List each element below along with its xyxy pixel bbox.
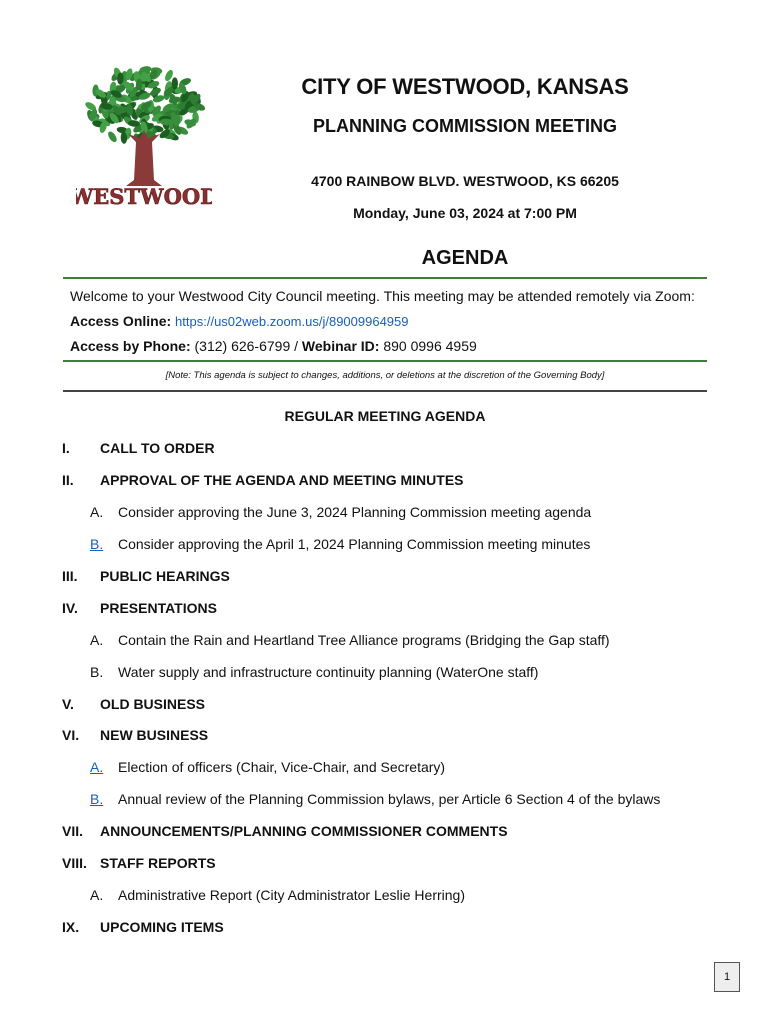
divider-bottom xyxy=(63,390,707,392)
agenda-item-number: II. xyxy=(62,472,74,488)
logo-wordmark: WESTWOOD xyxy=(76,184,212,209)
agenda-item-number: IV. xyxy=(62,600,78,616)
agenda-note: [Note: This agenda is subject to changes, additions, or deletions at the discretion of the Governing Body] xyxy=(165,370,605,381)
webinar-id: 890 0996 4959 xyxy=(383,338,477,354)
agenda-item-title: UPCOMING ITEMS xyxy=(100,919,224,935)
agenda-subitem-link[interactable]: B. xyxy=(90,536,104,552)
agenda-subitem-label: B. xyxy=(90,664,104,680)
agenda-item-title: APPROVAL OF THE AGENDA AND MEETING MINUTES xyxy=(100,472,464,488)
phone-number: (312) 626-6799 / xyxy=(194,338,299,354)
agenda-subitem-link[interactable]: B. xyxy=(90,791,104,807)
city-title: CITY OF WESTWOOD, KANSAS xyxy=(301,74,629,99)
agenda-subitem-text: Water supply and infrastructure continuity planning (WaterOne staff) xyxy=(118,664,539,680)
access-online-label: Access Online: xyxy=(70,313,172,329)
agenda-subitem-label: A. xyxy=(90,504,104,520)
webinar-id-label: Webinar ID: xyxy=(301,338,380,354)
agenda-item-number: VI. xyxy=(62,727,80,743)
leaf xyxy=(160,119,172,125)
agenda-subitem-label: A. xyxy=(90,632,104,648)
agenda-subitem-text: Consider approving the April 1, 2024 Planning Commission meeting minutes xyxy=(118,536,591,552)
agenda-subitem-text: Administrative Report (City Administrator Leslie Herring) xyxy=(118,887,465,903)
agenda-item-number: I. xyxy=(62,440,70,456)
agenda-item-title: PUBLIC HEARINGS xyxy=(100,568,230,584)
agenda-subitem-link[interactable]: A. xyxy=(90,759,104,775)
agenda-item-title: CALL TO ORDER xyxy=(100,440,215,456)
access-phone-label: Access by Phone: xyxy=(70,338,191,354)
agenda-subitem-text: Consider approving the June 3, 2024 Planning Commission meeting agenda xyxy=(118,504,592,520)
access-online-line xyxy=(70,313,409,329)
agenda-item-number: IX. xyxy=(62,919,80,935)
agenda-item-number: VII. xyxy=(62,823,84,839)
agenda-item-title: NEW BUSINESS xyxy=(100,727,209,743)
agenda-item-number: V. xyxy=(62,696,74,712)
meeting-address: 4700 RAINBOW BLVD. WESTWOOD, KS 66205 xyxy=(311,173,619,189)
agenda-subitem-text: Election of officers (Chair, Vice-Chair, and Secretary) xyxy=(118,759,446,775)
page-number: 1 xyxy=(714,962,740,992)
agenda-subitem-label: A. xyxy=(90,887,104,903)
agenda-heading: AGENDA xyxy=(421,247,509,269)
meeting-title: PLANNING COMMISSION MEETING xyxy=(312,116,617,136)
agenda-subitem-text: Annual review of the Planning Commission bylaws, per Article 6 Section 4 of the bylaws xyxy=(118,791,661,807)
zoom-link[interactable]: https://us02web.zoom.us/j/89009964959 xyxy=(175,314,409,329)
agenda-item-title: PRESENTATIONS xyxy=(100,600,217,616)
divider-middle xyxy=(63,360,707,362)
agenda-item-number: VIII. xyxy=(62,855,87,871)
access-phone-line xyxy=(70,338,477,354)
meeting-datetime: Monday, June 03, 2024 at 7:00 PM xyxy=(353,205,577,221)
agenda-item-title: OLD BUSINESS xyxy=(100,696,206,712)
divider-top xyxy=(63,277,707,279)
agenda-item-title: ANNOUNCEMENTS/PLANNING COMMISSIONER COMMENTS xyxy=(100,823,508,839)
agenda-item-title: STAFF REPORTS xyxy=(100,855,216,871)
westwood-logo xyxy=(76,62,212,212)
regular-agenda-title: REGULAR MEETING AGENDA xyxy=(284,408,486,424)
tree-icon xyxy=(76,62,212,212)
agenda-subitem-text: Contain the Rain and Heartland Tree Alliance programs (Bridging the Gap staff) xyxy=(118,632,610,648)
agenda-item-number: III. xyxy=(62,568,78,584)
welcome-text: Welcome to your Westwood City Council meeting. This meeting may be attended remotely via Zoom: xyxy=(70,288,695,304)
